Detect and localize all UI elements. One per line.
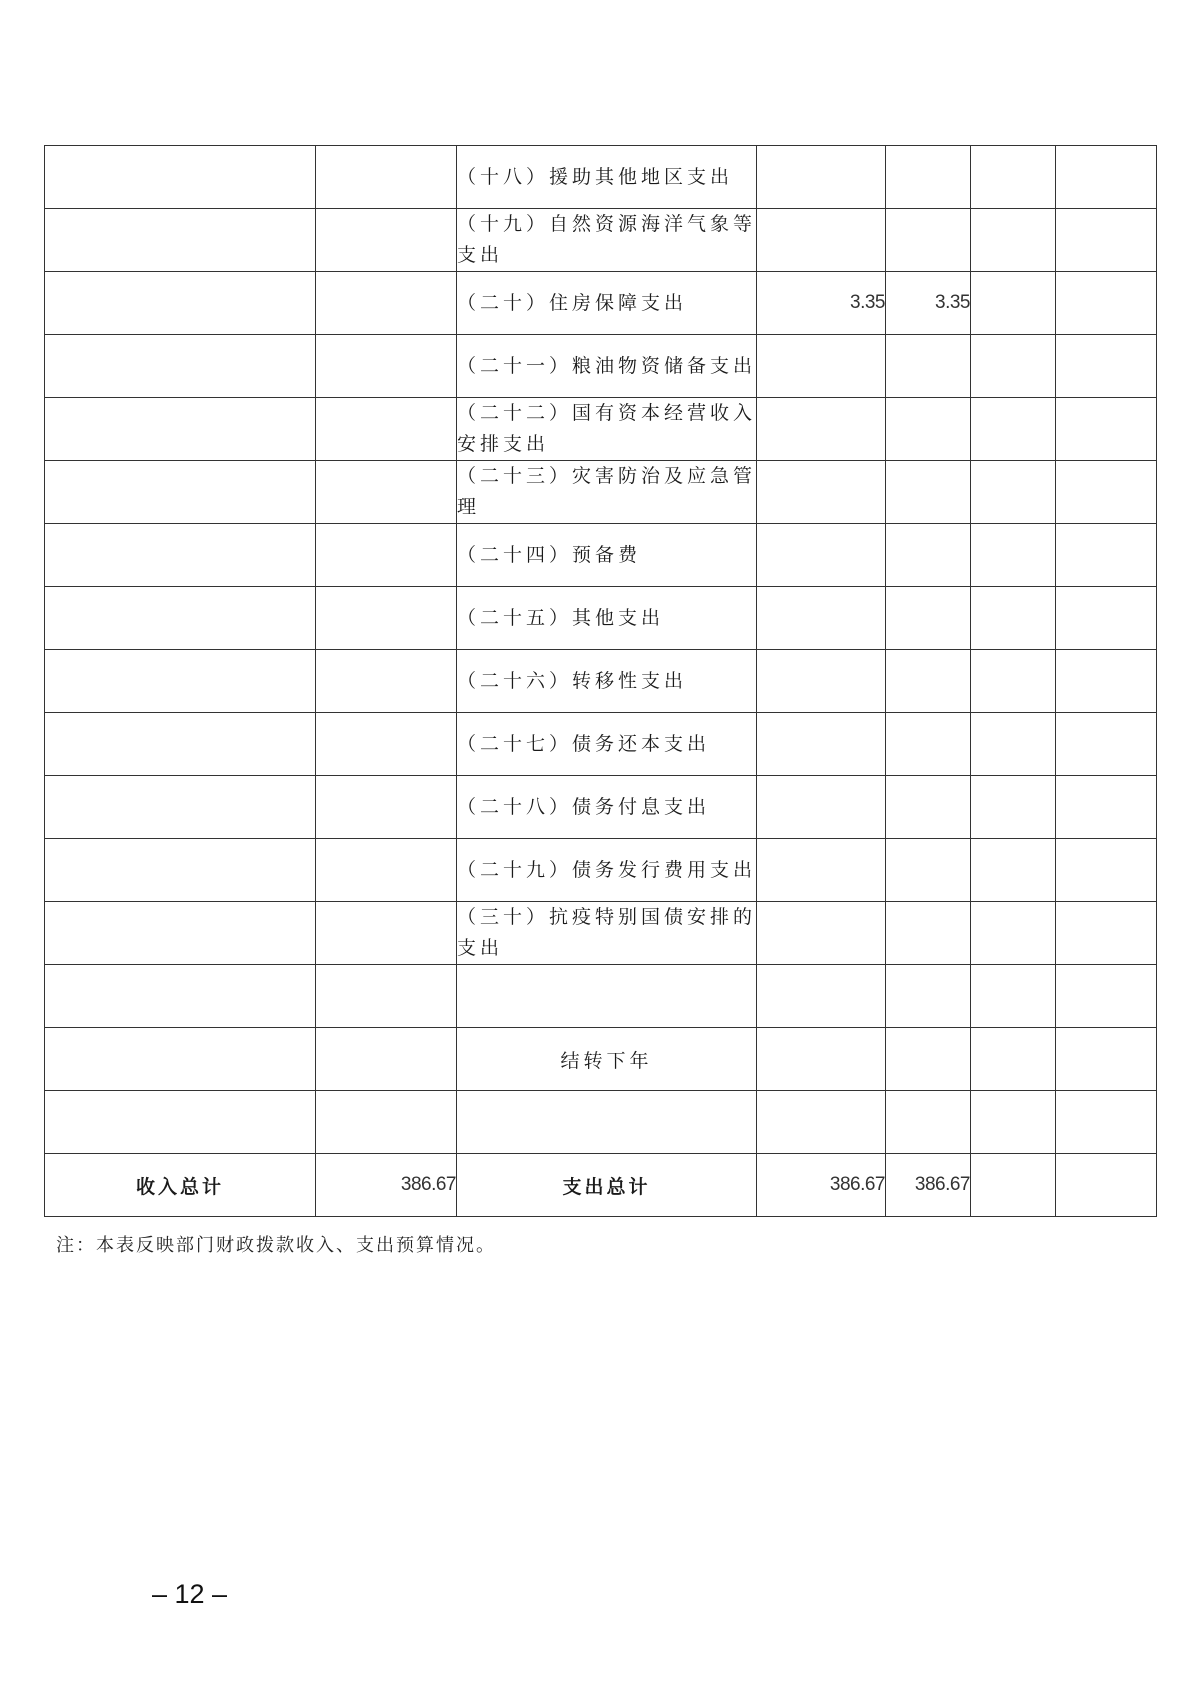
expense-item-cell: （二十四）预备费 xyxy=(457,524,757,587)
expense-general-budget-total-value: 386.67 xyxy=(886,1154,971,1217)
blank-cell xyxy=(1056,965,1157,1028)
expense-total-value: 386.67 xyxy=(757,1154,886,1217)
expense-item-cell: （二十六）转移性支出 xyxy=(457,650,757,713)
income-total-label: 收入总计 xyxy=(45,1154,316,1217)
blank-cell xyxy=(1056,1028,1157,1091)
expense-capital-budget-cell xyxy=(1056,650,1157,713)
income-amount-cell xyxy=(316,713,457,776)
blank-cell xyxy=(45,1028,316,1091)
income-item-cell xyxy=(45,209,316,272)
table-row xyxy=(45,335,1157,398)
table-row xyxy=(45,209,1157,272)
totals-row xyxy=(45,1154,1157,1217)
expense-amount-cell xyxy=(757,587,886,650)
expense-capital-budget-cell xyxy=(1056,524,1157,587)
expense-total-label: 支出总计 xyxy=(457,1154,757,1217)
income-item-cell xyxy=(45,461,316,524)
blank-row xyxy=(45,1091,1157,1154)
expense-general-budget-cell xyxy=(886,335,971,398)
expense-capital-budget-cell xyxy=(1056,587,1157,650)
blank-cell xyxy=(45,1091,316,1154)
income-item-cell xyxy=(45,335,316,398)
income-amount-cell xyxy=(316,839,457,902)
expense-fund-budget-cell xyxy=(971,839,1056,902)
expense-item-cell: （二十五）其他支出 xyxy=(457,587,757,650)
expense-general-budget-cell xyxy=(886,839,971,902)
income-item-cell xyxy=(45,713,316,776)
expense-fund-budget-cell xyxy=(971,587,1056,650)
table-row xyxy=(45,272,1157,335)
blank-cell xyxy=(971,965,1056,1028)
income-amount-cell xyxy=(316,335,457,398)
expense-general-budget-cell xyxy=(886,146,971,209)
expense-capital-budget-cell xyxy=(1056,461,1157,524)
expense-capital-budget-cell xyxy=(1056,398,1157,461)
expense-item-cell: （十八）援助其他地区支出 xyxy=(457,146,757,209)
expense-fund-budget-cell xyxy=(971,713,1056,776)
table-row xyxy=(45,776,1157,839)
expense-amount-cell xyxy=(757,524,886,587)
expense-fund-budget-cell xyxy=(971,272,1056,335)
expense-fund-budget-cell xyxy=(971,902,1056,965)
expense-amount-cell xyxy=(757,398,886,461)
table-row xyxy=(45,839,1157,902)
income-amount-cell xyxy=(316,776,457,839)
income-amount-cell xyxy=(316,650,457,713)
carry-forward-row xyxy=(45,1028,1157,1091)
expense-general-budget-cell xyxy=(886,713,971,776)
income-item-cell xyxy=(45,272,316,335)
budget-table xyxy=(44,145,1157,1217)
blank-cell xyxy=(757,1028,886,1091)
blank-cell xyxy=(457,1091,757,1154)
expense-fund-budget-cell xyxy=(971,776,1056,839)
expense-item-cell: （十九）自然资源海洋气象等支出 xyxy=(457,209,757,272)
table-row xyxy=(45,146,1157,209)
expense-general-budget-cell xyxy=(886,524,971,587)
expense-amount-cell xyxy=(757,650,886,713)
blank-cell xyxy=(1056,1091,1157,1154)
expense-amount-cell xyxy=(757,146,886,209)
blank-cell xyxy=(971,1091,1056,1154)
expense-item-cell: （二十二）国有资本经营收入安排支出 xyxy=(457,398,757,461)
income-item-cell xyxy=(45,650,316,713)
expense-capital-budget-cell xyxy=(1056,776,1157,839)
blank-cell xyxy=(886,1028,971,1091)
table-row xyxy=(45,398,1157,461)
expense-fund-budget-cell xyxy=(971,461,1056,524)
expense-capital-budget-cell xyxy=(1056,209,1157,272)
table-row xyxy=(45,524,1157,587)
expense-general-budget-cell xyxy=(886,398,971,461)
table-row xyxy=(45,461,1157,524)
table-note: 注：本表反映部门财政拨款收入、支出预算情况。 xyxy=(56,1235,496,1256)
table-row xyxy=(45,587,1157,650)
income-amount-cell xyxy=(316,146,457,209)
blank-cell xyxy=(457,965,757,1028)
expense-amount-cell xyxy=(757,461,886,524)
income-item-cell xyxy=(45,146,316,209)
income-amount-cell xyxy=(316,272,457,335)
expense-amount-cell xyxy=(757,209,886,272)
expense-capital-budget-cell xyxy=(1056,713,1157,776)
expense-general-budget-cell xyxy=(886,650,971,713)
expense-fund-budget-cell xyxy=(971,524,1056,587)
expense-capital-budget-cell xyxy=(1056,839,1157,902)
blank-cell xyxy=(971,1154,1056,1217)
expense-general-budget-cell: 3.35 xyxy=(886,272,971,335)
expense-amount-cell xyxy=(757,839,886,902)
expense-general-budget-cell xyxy=(886,587,971,650)
expense-capital-budget-cell xyxy=(1056,902,1157,965)
carry-forward-label: 结转下年 xyxy=(457,1028,757,1091)
income-item-cell xyxy=(45,587,316,650)
expense-general-budget-cell xyxy=(886,902,971,965)
expense-item-cell: （二十）住房保障支出 xyxy=(457,272,757,335)
expense-amount-cell xyxy=(757,902,886,965)
blank-cell xyxy=(316,965,457,1028)
blank-row xyxy=(45,965,1157,1028)
income-amount-cell xyxy=(316,461,457,524)
income-item-cell xyxy=(45,902,316,965)
income-item-cell xyxy=(45,776,316,839)
table-row xyxy=(45,713,1157,776)
blank-cell xyxy=(971,1028,1056,1091)
income-amount-cell xyxy=(316,587,457,650)
expense-item-cell: （二十八）债务付息支出 xyxy=(457,776,757,839)
expense-fund-budget-cell xyxy=(971,398,1056,461)
blank-cell xyxy=(886,1091,971,1154)
expense-amount-cell xyxy=(757,335,886,398)
expense-item-cell: （二十九）债务发行费用支出 xyxy=(457,839,757,902)
expense-amount-cell xyxy=(757,713,886,776)
expense-amount-cell xyxy=(757,776,886,839)
expense-general-budget-cell xyxy=(886,209,971,272)
blank-cell xyxy=(316,1028,457,1091)
expense-capital-budget-cell xyxy=(1056,146,1157,209)
income-item-cell xyxy=(45,839,316,902)
blank-cell xyxy=(886,965,971,1028)
blank-cell xyxy=(757,1091,886,1154)
expense-capital-budget-cell xyxy=(1056,335,1157,398)
income-amount-cell xyxy=(316,398,457,461)
income-total-value: 386.67 xyxy=(316,1154,457,1217)
expense-general-budget-cell xyxy=(886,776,971,839)
blank-cell xyxy=(757,965,886,1028)
income-amount-cell xyxy=(316,902,457,965)
expense-item-cell: （二十三）灾害防治及应急管理 xyxy=(457,461,757,524)
blank-cell xyxy=(1056,1154,1157,1217)
expense-fund-budget-cell xyxy=(971,335,1056,398)
table-row xyxy=(45,902,1157,965)
income-item-cell xyxy=(45,398,316,461)
expense-fund-budget-cell xyxy=(971,209,1056,272)
budget-table-body xyxy=(45,146,1157,1217)
blank-cell xyxy=(45,965,316,1028)
expense-fund-budget-cell xyxy=(971,650,1056,713)
table-row xyxy=(45,650,1157,713)
income-amount-cell xyxy=(316,524,457,587)
blank-cell xyxy=(316,1091,457,1154)
expense-capital-budget-cell xyxy=(1056,272,1157,335)
expense-item-cell: （三十）抗疫特别国债安排的支出 xyxy=(457,902,757,965)
income-item-cell xyxy=(45,524,316,587)
page-number: – 12 – xyxy=(152,1579,228,1609)
expense-fund-budget-cell xyxy=(971,146,1056,209)
expense-item-cell: （二十一）粮油物资储备支出 xyxy=(457,335,757,398)
expense-general-budget-cell xyxy=(886,461,971,524)
income-amount-cell xyxy=(316,209,457,272)
expense-item-cell: （二十七）债务还本支出 xyxy=(457,713,757,776)
expense-amount-cell: 3.35 xyxy=(757,272,886,335)
